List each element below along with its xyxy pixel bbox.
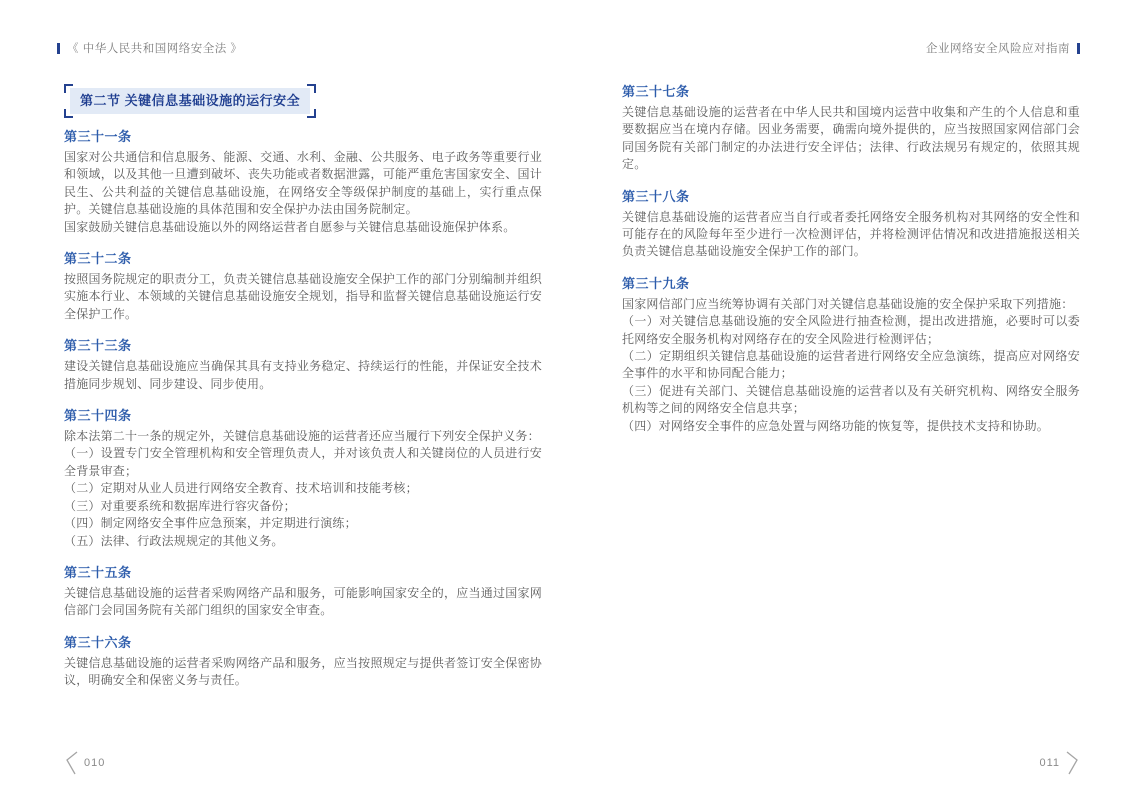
right-chevron-icon: [1065, 750, 1080, 776]
article-paragraph: 关键信息基础设施的运营者在中华人民共和国境内运营中收集和产生的个人信息和重要数据应当在境内存储。因业务需要，确需向境外提供的，应当按照国家网信部门会同国务院有关部门制定的办法进行安全评估；法律、行政法规另有规定的，依照其规定。: [622, 105, 1080, 172]
article-34: [64, 408, 542, 550]
article-paragraph: 除本法第二十一条的规定外，关键信息基础设施的运营者还应当履行下列安全保护义务：: [64, 429, 540, 444]
header-right: [926, 40, 1080, 56]
article-36: [64, 635, 542, 690]
article-list-item: （五）法律、行政法规规定的其他义务。: [64, 533, 284, 548]
right-column: [622, 84, 1080, 450]
section-title: 第二节 关键信息基础设施的运行安全: [70, 88, 310, 114]
running-header: [57, 40, 1080, 56]
article-paragraph: 关键信息基础设施的运营者采购网络产品和服务，可能影响国家安全的，应当通过国家网信部门会同国务院有关部门组织的国家安全审查。: [64, 585, 542, 618]
article-39: [622, 276, 1080, 435]
left-column: [64, 84, 542, 705]
header-accent-bar-icon: [57, 43, 60, 54]
article-32: [64, 251, 542, 323]
frame-corner-icon: [64, 109, 73, 118]
article-paragraph: 建设关键信息基础设施应当确保其具有支持业务稳定、持续运行的性能，并保证安全技术措施同步规划、同步建设、同步使用。: [64, 359, 542, 391]
section-title-frame: [64, 84, 316, 118]
article-heading: 第三十三条: [64, 338, 132, 354]
document-title: 《 中华人民共和国网络安全法 》: [67, 43, 243, 55]
footer-left: [64, 750, 105, 776]
page-content: [64, 84, 1080, 705]
article-37: [622, 84, 1080, 174]
frame-corner-icon: [307, 84, 316, 93]
guide-title: 企业网络安全风险应对指南: [926, 43, 1070, 55]
article-heading: 第三十五条: [64, 564, 132, 580]
article-list-item: （四）对网络安全事件的应急处置与网络功能的恢复等，提供技术支持和协助。: [622, 418, 1050, 433]
frame-corner-icon: [307, 109, 316, 118]
article-paragraph: 国家网信部门应当统筹协调有关部门对关键信息基础设施的安全保护采取下列措施：: [622, 296, 1074, 311]
header-accent-bar-icon: [1077, 43, 1080, 54]
frame-corner-icon: [64, 84, 73, 93]
header-left: [57, 40, 242, 56]
article-list-item: （一）设置专门安全管理机构和安全管理负责人，并对该负责人和关键岗位的人员进行安全背景审查；: [64, 446, 542, 478]
article-paragraph: 关键信息基础设施的运营者采购网络产品和服务，应当按照规定与提供者签订安全保密协议，明确安全和保密义务与责任。: [64, 655, 542, 688]
article-list-item: （三）对重要系统和数据库进行容灾备份；: [64, 498, 296, 513]
article-heading: 第三十二条: [64, 251, 132, 267]
footer-right: [1039, 750, 1080, 776]
article-heading: 第三十八条: [622, 188, 690, 204]
article-heading: 第三十一条: [64, 129, 132, 144]
article-31: [64, 129, 542, 236]
page-number-right: 011: [1039, 757, 1060, 769]
page-number-left: 010: [84, 757, 106, 769]
article-33: [64, 338, 542, 393]
article-list-item: （四）制定网络安全事件应急预案，并定期进行演练；: [64, 516, 357, 531]
article-list-item: （一）对关键信息基础设施的安全风险进行抽查检测，提出改进措施，必要时可以委托网络安全服务机构对网络存在的安全风险进行检测评估；: [622, 314, 1080, 346]
article-38: [622, 189, 1080, 261]
article-list-item: （二）定期组织关键信息基础设施的运营者进行网络安全应急演练，提高应对网络安全事件的水平和协同配合能力；: [622, 349, 1080, 381]
article-paragraph: 国家对公共通信和信息服务、能源、交通、水利、金融、公共服务、电子政务等重要行业和领域，以及其他一旦遭到破坏、丧失功能或者数据泄露，可能严重危害国家安全、国计民生、公共利益的关键信息基础设施，在网络安全等级保护制度的基础上，实行重点保护。关键信息基础设施的具体范围和安全保护办法由国务院制定。: [64, 150, 542, 217]
article-heading: 第三十四条: [64, 408, 132, 424]
article-paragraph: 按照国务院规定的职责分工，负责关键信息基础设施安全保护工作的部门分别编制并组织实施本行业、本领域的关键信息基础设施安全规划，指导和监督关键信息基础设施运行安全保护工作。: [64, 272, 542, 321]
article-paragraph: 国家鼓励关键信息基础设施以外的网络运营者自愿参与关键信息基础设施保护体系。: [64, 219, 516, 234]
article-heading: 第三十七条: [622, 84, 690, 99]
article-35: [64, 565, 542, 620]
article-list-item: （二）定期对从业人员进行网络安全教育、技术培训和技能考核；: [64, 481, 418, 496]
article-paragraph: 关键信息基础设施的运营者应当自行或者委托网络安全服务机构对其网络的安全性和可能存在的风险每年至少进行一次检测评估，并将检测评估情况和改进措施报送相关负责关键信息基础设施安全保护工作的部门。: [622, 209, 1080, 259]
article-list-item: （三）促进有关部门、关键信息基础设施的运营者以及有关研究机构、网络安全服务机构等之间的网络安全信息共享；: [622, 383, 1080, 416]
left-chevron-icon: [64, 750, 79, 776]
article-heading: 第三十九条: [622, 275, 690, 291]
article-heading: 第三十六条: [64, 634, 132, 650]
